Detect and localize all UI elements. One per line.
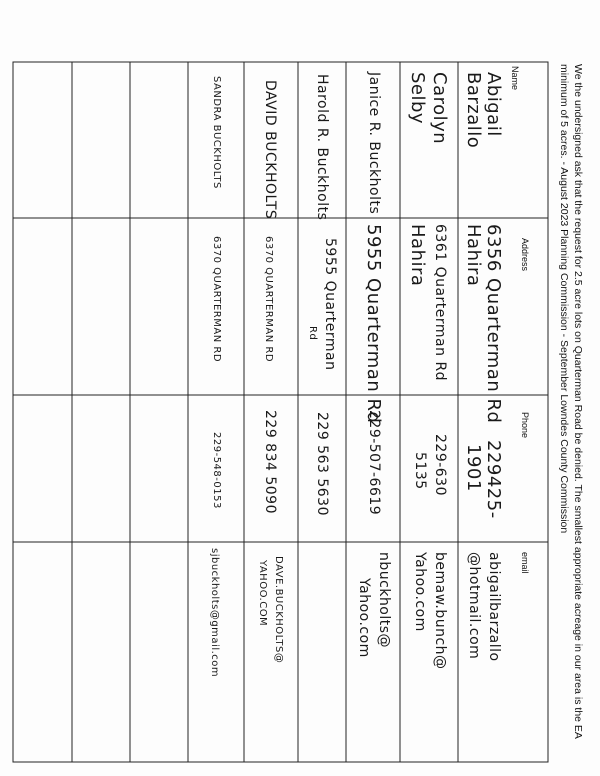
signer-address: Hahira: [407, 224, 428, 287]
column-header-address: Address: [520, 238, 530, 272]
signer-address: Hahira: [463, 224, 484, 287]
signer-email: abigailbarzallo: [486, 552, 502, 662]
signer-address: 5955 Quarterman: [322, 238, 338, 371]
signer-email: sjbuckholts@gmail.com: [209, 548, 220, 678]
signer-phone: 1901: [463, 444, 484, 492]
signer-phone: 229-507-6619: [366, 410, 382, 516]
signer-address: 6370 QUARTERMAN RD: [263, 236, 274, 363]
signer-address: 6356 Quarterman Rd: [483, 224, 504, 424]
signer-name: DAVID BUCKHOLTS: [262, 80, 278, 220]
signer-phone: 229425-: [483, 440, 504, 519]
signer-email: nbuckholts@: [376, 552, 392, 649]
signer-email: bemaw.bunch@: [432, 552, 448, 670]
signer-name: Harold R. Buckholts: [314, 74, 330, 221]
signer-address: 6361 Quarterman Rd: [432, 224, 448, 382]
signer-name: Selby: [407, 72, 428, 125]
signer-email: YAHOO.COM: [257, 560, 268, 627]
column-header-phone: Phone: [520, 412, 530, 439]
signer-address: 5955 Quarterman Rd: [363, 224, 384, 424]
signer-name: Janice R. Buckholts: [366, 72, 382, 215]
signer-address: 6370 QUARTERMAN RD: [211, 236, 222, 363]
signer-email: Yahoo.com: [356, 578, 372, 658]
signer-phone: 5135: [412, 452, 428, 490]
signer-phone: 229 563 5630: [314, 412, 330, 516]
signer-name: Abigail: [483, 72, 504, 137]
signer-email: @hotmail.com: [466, 552, 482, 660]
signer-name: Carolyn: [429, 72, 450, 145]
signer-name: SANDRA BUCKHOLTS: [211, 76, 222, 189]
signer-name: Barzallo: [463, 72, 484, 149]
signer-phone: 229 834 5090: [262, 410, 278, 514]
signer-phone: 229-630: [432, 434, 448, 496]
signer-phone: 229-548-0153: [211, 432, 222, 509]
column-header-email: email: [520, 552, 530, 574]
petition-statement: We the undersigned ask that the request for 2.5 acre lots on Quarterman Road be denied. The smallest appropriate acreage in our area is the EA minimum of 5 acres. - August 2023 Planning Commission - September Lowndes County Commission: [558, 64, 584, 739]
column-header-name: Name: [510, 66, 520, 91]
signer-email: DAVE.BUCKHOLTS@: [273, 556, 284, 664]
signer-address: Rd: [307, 326, 318, 341]
signer-email: Yahoo.com: [412, 552, 428, 632]
